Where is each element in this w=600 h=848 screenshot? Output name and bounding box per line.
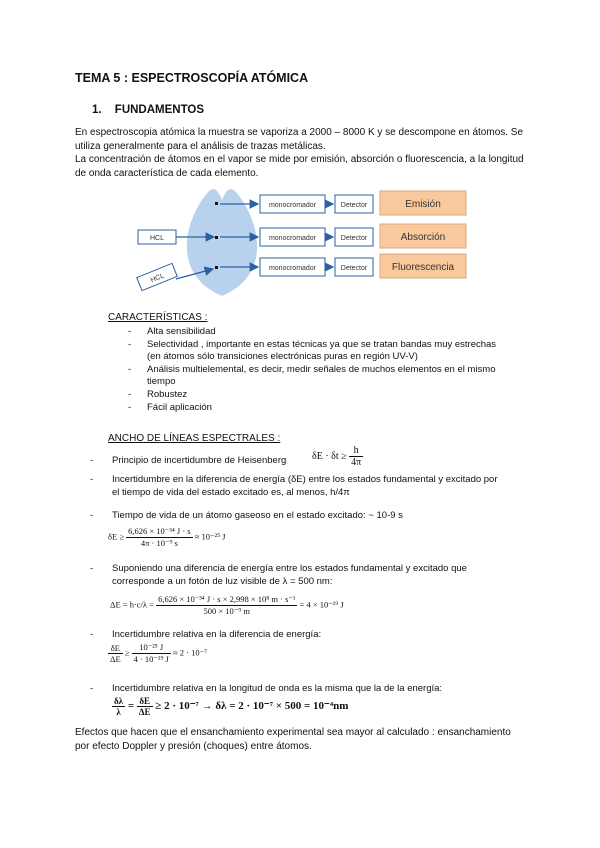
list-item: - Fácil aplicación [128,401,212,413]
list-item: - Alta sensibilidad [128,326,216,337]
flame-shape [187,189,257,296]
bullet-incertidumbre-relativa: - Incertidumbre relativa en la diferencia de energía: [90,629,322,640]
detector-label: Detector [340,265,368,272]
sample-dot [215,202,218,205]
caracteristicas-list [128,326,528,414]
equation-longitud-onda: $\frac{\delta\lambda}{\lambda}$ = $\frac{\delta E}{\Delta E}$ ≥ 2 · 10⁻⁷ → δλ = 2 · 10⁻⁷ × 500 = 10⁻⁴nm [114,696,349,717]
bullet-heisenberg: - Principio de incertidumbre de Heisenberg [90,455,287,466]
eq-lhs: δE · δt ≥ [312,450,347,462]
intro-line: En espectroscopia atómica la muestra se vaporiza a 2000 – 8000 K y se descompone en átomos. Se [75,127,524,138]
sample-dot [215,236,218,239]
hcl-label: HCL [149,235,165,242]
bullet-tiempo-vida: - Tiempo de vida de un átomo gaseoso en el estado excitado: ~ 10-9 s [90,510,403,521]
caracteristicas-heading: CARACTERÍSTICAS : [108,312,208,323]
list-item: - Análisis multielemental, es decir, medir señales de muchos elementos en el mismo tiempo [128,363,496,388]
equation-energia-foton: ΔE = h·c/λ = $\frac{\text{6,626 × 10⁻³⁴ J · s × 2,998 × 10⁸ m · s⁻¹}}{\text{500 × 10⁻⁹ m}}$ = 4 × 10⁻¹⁹ J [110,594,344,616]
equation-relativa-energia: $\frac{\delta E}{\Delta E}$ ≥ $\frac{\text{10⁻²⁵ J}}{\text{4 · 10⁻¹⁹ J}}$ ≈ 2 · 10⁻⁷ [110,642,208,664]
sample-dot [215,266,218,269]
monochromator-label: monocromador [268,202,317,209]
list-item: - Selectividad , importante en estas técnicas ya que se tratan bandas muy estrechas (en átomos sólo transiciones electrónicas puras en región UV-V) [128,338,497,363]
intro-line: La concentración de átomos en el vapor se mide por emisión, absorción o fluorescencia, a la longitud [75,154,524,165]
section-heading [92,104,204,116]
section-number: 1. [92,104,102,116]
bullet-foton-visible: - Suponiendo una diferencia de energía entre los estados fundamental y excitado que corresponde a un fotón de luz visible de λ = 500 nm: [90,563,467,587]
page-title: TEMA 5 : ESPECTROSCOPÍA ATÓMICA [75,71,309,85]
section-title: FUNDAMENTOS [114,104,205,116]
intro-paragraph [75,126,535,180]
spectroscopy-diagram [130,184,480,304]
bullet-incertidumbre-energia: - Incertidumbre en la diferencia de energía (δE) entre los estados fundamental y excitado por el tiempo de vida del estado excitado es, al menos, h/4π [90,474,498,498]
detector-label: Detector [340,202,368,209]
detector-label: Detector [340,235,368,242]
eq-denominator: 4π [351,457,362,468]
hcl-label: HCL [149,272,166,285]
output-label-emision: Emisión [405,199,441,210]
monochromator-label: monocromador [268,235,317,242]
output-label-absorcion: Absorción [400,232,446,243]
output-label-fluorescencia: Fluorescencia [391,262,455,273]
intro-line: de onda característica de cada elemento. [75,167,259,179]
monochromator-label: monocromador [268,265,317,272]
efectos-paragraph: Efectos que hacen que el ensanchamiento experimental sea mayor al calculado : ensanchamiento por efecto Doppler y presión (choques) entre átomos. [75,727,511,752]
bullet-longitud-onda: - Incertidumbre relativa en la longitud de onda es la misma que la de la energía: [90,683,443,694]
eq-numerator: h [349,445,363,457]
intro-line: utiliza generalmente para el análisis de trazas metálicas. [75,140,326,152]
list-item: - Robustez [128,388,188,400]
equation-heisenberg [312,445,363,468]
ancho-heading: ANCHO DE LÍNEAS ESPECTRALES : [108,433,281,444]
equation-delta-e: δE ≥ $\frac{\text{6,626 × 10⁻³⁴ J · s}}{\text{4π · 10⁻⁹ s}}$ ≈ 10⁻²⁵ J [108,526,226,548]
